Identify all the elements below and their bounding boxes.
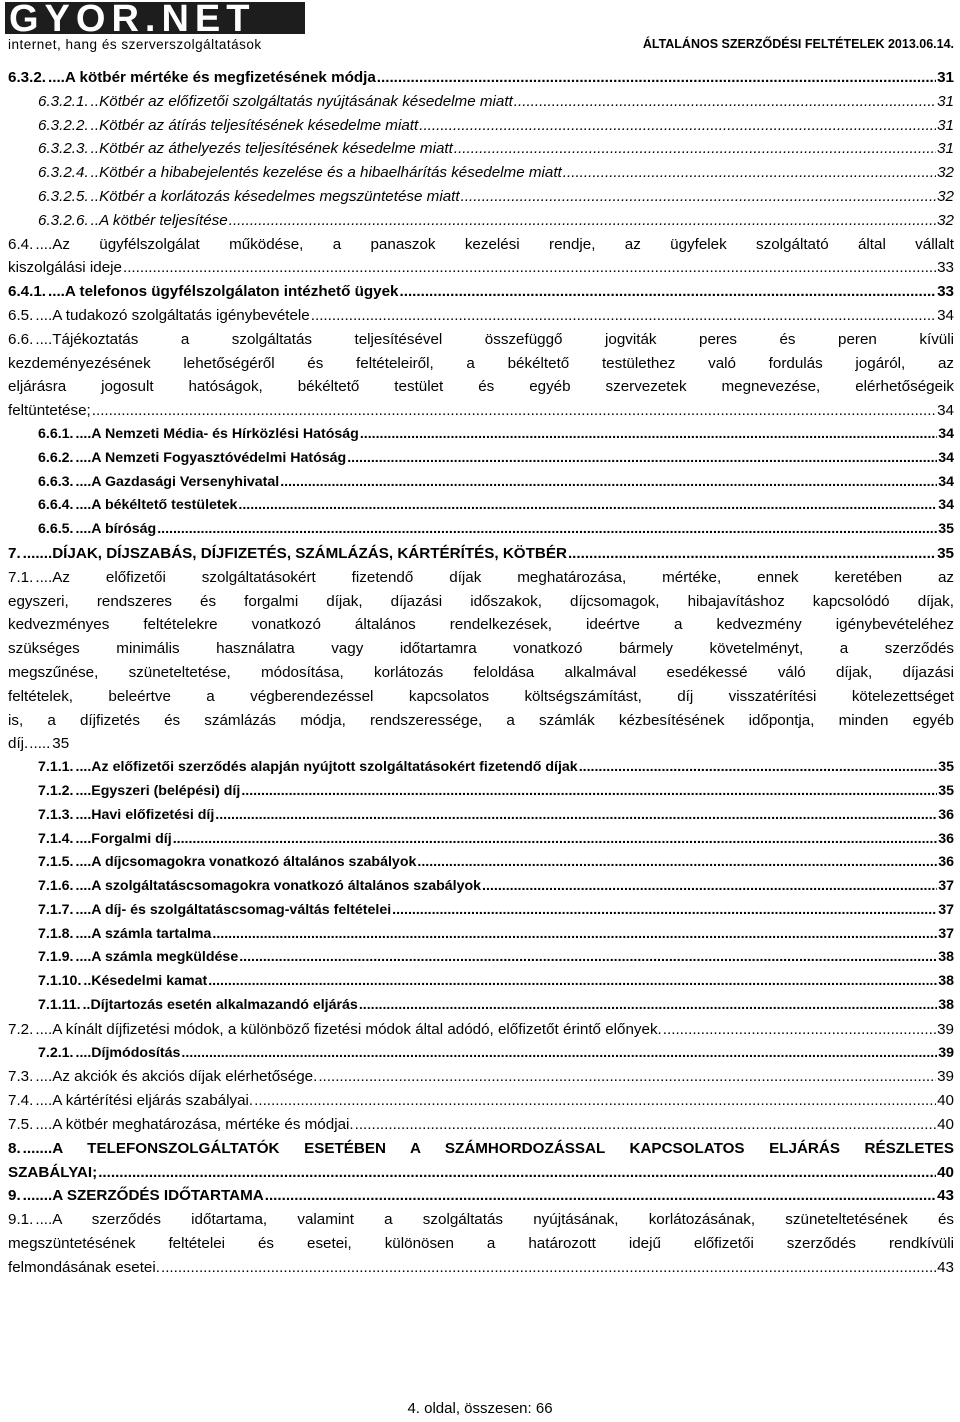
toc-entry-page: 33 — [937, 259, 954, 277]
toc-entry[interactable] — [8, 1018, 954, 1042]
toc-entry-page: 36 — [938, 854, 954, 871]
toc-leader-dots — [579, 756, 938, 780]
toc-entry-page: 35 — [938, 521, 954, 538]
toc-entry-number: 7.1.4. — [38, 830, 74, 847]
toc-leader: .... — [48, 283, 65, 301]
toc-entry-text: egyszeri, rendszeres és forgalmi díjak, díjazási időszakok, díjcsomagok, hibajavításhoz kapcsolódó díjak, — [8, 592, 954, 610]
toc-entry-text: A számla tartalma — [91, 925, 212, 942]
toc-entry[interactable] — [8, 423, 954, 447]
toc-entry-text: is, a díjfizetés és számlázás módja, rendszeressége, a számlák kézbesítésének időpontja, minden egyéb — [8, 711, 954, 729]
toc-entry[interactable] — [8, 233, 954, 281]
toc-entry[interactable] — [8, 209, 954, 233]
toc-leader: .... — [75, 425, 92, 442]
toc-entry[interactable] — [8, 1089, 954, 1113]
toc-leader-dots — [563, 161, 936, 185]
toc-entry-text: A Nemzeti Média- és Hírközlési Hatóság — [91, 425, 359, 442]
toc-entry-number: 9. — [8, 1187, 21, 1205]
toc-entry-text: A díj- és szolgáltatáscsomag-váltás feltételei — [91, 901, 392, 918]
toc-entry-number: 7.1.10. — [38, 973, 82, 990]
toc-entry-lead — [38, 851, 91, 875]
toc-leader-dots — [419, 114, 936, 138]
toc-entry-text: kezdeményezésének lehetőségéről és feltételeiről, a békéltető testülethez való fordulás jogáról, az — [8, 354, 954, 372]
toc-entry-page: 33 — [937, 283, 954, 301]
toc-leader-dots — [181, 1042, 937, 1066]
toc-entry-lead — [38, 423, 91, 447]
toc-entry-page: 40 — [937, 1092, 954, 1110]
toc-leader: .... — [35, 1116, 53, 1134]
toc-entry[interactable] — [8, 756, 954, 780]
toc-entry-text: A Gazdasági Versenyhivatal — [91, 473, 280, 490]
toc-entry-text: A békéltető testületek — [91, 497, 238, 514]
toc-entry-text: megszűnése, szüneteltetése, módosítása, korlátozás feloldása alkalmával esedékessé váló díjak, díjazási — [8, 663, 954, 681]
toc-entry-text: feltételek, beleértve a végberendezéssel kapcsolatos költségszámítást, díj visszatérítési kötelezettséget — [8, 687, 954, 705]
toc-entry-page: 35 — [938, 759, 954, 776]
toc-leader-dots — [280, 471, 937, 495]
toc-entry-number: 7.1.8. — [38, 925, 74, 942]
toc-entry[interactable] — [8, 66, 954, 90]
toc-leader: .. — [90, 211, 100, 229]
toc-entry-page: 40 — [937, 1116, 954, 1134]
toc-entry-text: A szerződés időtartama, valamint a szolgáltatás nyújtásának, korlátozásának, szüneteltetésének és — [52, 1211, 954, 1229]
toc-leader-dots — [98, 1161, 936, 1185]
toc-entry-text: A tudakozó szolgáltatás igénybevétele — [52, 306, 310, 324]
toc-entry-text: Díjtartozás esetén alkalmazandó eljárás — [90, 997, 358, 1014]
toc-entry-page: 39 — [937, 1068, 954, 1086]
toc-entry-text: Az előfizetői szolgáltatásokért fizetendő díjak meghatározása, mértéke, ennek keretében az — [52, 568, 954, 586]
toc-leader-dots — [360, 423, 937, 447]
toc-entry-text: Havi előfizetési díj — [91, 806, 215, 823]
toc-entry-number: 7.1.6. — [38, 878, 74, 895]
toc-leader: .... — [75, 782, 92, 799]
toc-entry[interactable] — [8, 994, 954, 1018]
toc-entry-text: Kötbér a korlátozás késedelmes megszüntetése miatt — [99, 187, 460, 205]
toc-entry[interactable] — [8, 280, 954, 304]
toc-entry[interactable] — [8, 804, 954, 828]
toc-entry-text: A Nemzeti Fogyasztóvédelmi Hatóság — [91, 449, 347, 466]
toc-entry-page: 39 — [938, 1044, 954, 1061]
toc-leader-dots — [238, 494, 937, 518]
toc-leader: .... — [35, 568, 53, 586]
toc-entry-number: 7.1.9. — [38, 949, 74, 966]
toc-entry-number: 6.4.1. — [8, 283, 46, 301]
toc-entry-text: A díjcsomagokra vonatkozó általános szabályok — [91, 854, 417, 871]
toc-leader: .... — [75, 1044, 92, 1061]
toc-entry-text: díj. — [8, 735, 29, 753]
toc-entry-text: Kötbér a hibabejelentés kezelése és a hibaelhárítás késedelme miatt — [99, 164, 562, 182]
toc-entry-text: Kötbér az áthelyezés teljesítésének késedelme miatt — [99, 140, 453, 158]
toc-entry-text: A bíróság — [91, 521, 157, 538]
toc-entry-number: 6.3.2.3. — [38, 140, 89, 158]
toc-entry-lead — [38, 471, 91, 495]
toc-leader: .. — [83, 973, 92, 990]
toc-leader-dots — [417, 851, 937, 875]
toc-entry[interactable] — [8, 447, 954, 471]
toc-entry-page: 31 — [937, 140, 954, 158]
toc-entry-text: Díjmódosítás — [91, 1044, 181, 1061]
toc-entry-lead — [8, 1089, 52, 1113]
toc-leader: .. — [90, 116, 100, 134]
toc-leader-dots — [400, 280, 937, 304]
toc-leader: .... — [35, 1211, 53, 1229]
toc-entry-page: 38 — [938, 973, 954, 990]
toc-entry[interactable] — [8, 328, 954, 423]
toc-leader-dots — [123, 256, 936, 280]
toc-leader-dots — [241, 780, 937, 804]
toc-entry[interactable] — [8, 899, 954, 923]
toc-leader-dots — [92, 399, 936, 423]
toc-entry-number: 6.3.2.1. — [38, 92, 89, 110]
toc-entry-page: 32 — [937, 187, 954, 205]
toc-entry[interactable] — [8, 90, 954, 114]
toc-leader: .... — [48, 69, 65, 86]
toc-leader: .... — [75, 949, 92, 966]
toc-entry-lead — [38, 494, 91, 518]
toc-entry-number: 6.6.1. — [38, 425, 74, 442]
toc-entry[interactable] — [8, 923, 954, 947]
toc-entry-page: 43 — [937, 1258, 954, 1276]
toc-entry-number: 7.1.7. — [38, 901, 74, 918]
toc-entry-page: 34 — [938, 449, 954, 466]
toc-leader-dots — [215, 804, 937, 828]
toc-entry[interactable] — [8, 494, 954, 518]
toc-entry-page: 32 — [937, 164, 954, 182]
toc-entry-number: 6.6.3. — [38, 473, 74, 490]
toc-entry-number: 8. — [8, 1139, 21, 1157]
toc-entry-text: Tájékoztatás a szolgáltatás teljesítésével összefüggő jogviták peres és peren kívüli — [52, 330, 954, 348]
toc-entry-page: 36 — [938, 830, 954, 847]
toc-leader: .... — [75, 497, 92, 514]
toc-leader-dots — [482, 875, 937, 899]
toc-entry-page: 40 — [937, 1163, 954, 1181]
toc-leader-dots — [229, 209, 936, 233]
document-title: ÁLTALÁNOS SZERZŐDÉSI FELTÉTELEK 2013.06.14. — [642, 37, 954, 51]
toc-entry-lead — [8, 1184, 52, 1208]
toc-entry[interactable] — [8, 1184, 954, 1208]
toc-entry-text: A kötbér meghatározása, mértéke és módjai. — [52, 1116, 354, 1134]
toc-leader-dots — [173, 828, 938, 852]
toc-entry[interactable] — [8, 780, 954, 804]
toc-entry-number: 6.3.2.5. — [38, 187, 89, 205]
toc-entry-lead — [38, 804, 91, 828]
toc-entry-lead — [38, 137, 99, 161]
toc-leader: .. — [90, 164, 100, 182]
toc-entry-page: 38 — [938, 997, 954, 1014]
toc-entry-lead — [38, 994, 91, 1018]
toc-entry-page: 35 — [938, 782, 954, 799]
toc-entry-number: 7.1.3. — [38, 806, 74, 823]
toc-entry-text: Kötbér az előfizetői szolgáltatás nyújtásának késedelme miatt — [99, 92, 513, 110]
toc-leader-dots — [359, 994, 937, 1018]
toc-entry[interactable] — [8, 471, 954, 495]
toc-entry-page: 32 — [937, 211, 954, 229]
toc-leader: .... — [35, 235, 53, 253]
toc-entry-number: 6.6.5. — [38, 521, 74, 538]
toc-entry[interactable] — [8, 828, 954, 852]
toc-entry-lead — [8, 304, 52, 328]
toc-leader-dots — [208, 970, 937, 994]
toc-entry[interactable] — [8, 1208, 954, 1279]
toc-leader: ....... — [22, 1187, 53, 1205]
toc-entry-page: 37 — [938, 925, 954, 942]
toc-entry-number: 6.6. — [8, 330, 34, 348]
toc-leader-dots — [161, 1256, 936, 1280]
toc-entry-number: 7.1.1. — [38, 759, 74, 776]
toc-entry[interactable] — [8, 946, 954, 970]
toc-entry[interactable] — [8, 161, 954, 185]
toc-entry-number: 7. — [8, 544, 21, 562]
toc-entry-number: 6.6.2. — [38, 449, 74, 466]
svg-text:GYOR.NET: GYOR.NET — [9, 0, 256, 36]
toc-entry-number: 7.1.5. — [38, 854, 74, 871]
toc-entry-number: 7.4. — [8, 1092, 34, 1110]
toc-entry-lead — [38, 780, 91, 804]
toc-leader-dots — [318, 1065, 936, 1089]
toc-entry-lead — [8, 542, 52, 566]
toc-leader-dots — [663, 1018, 936, 1042]
toc-entry-text: A TELEFONSZOLGÁLTATÓK ESETÉBEN A SZÁMHORDOZÁSSAL KAPCSOLATOS ELJÁRÁS RÉSZLETES — [52, 1139, 954, 1157]
toc-entry-lead — [8, 280, 65, 304]
toc-entry-lead — [38, 946, 91, 970]
toc-entry-page: 38 — [938, 949, 954, 966]
toc-entry-number: 6.6.4. — [38, 497, 74, 514]
toc-entry[interactable] — [8, 851, 954, 875]
toc-leader: .... — [75, 449, 92, 466]
toc-entry[interactable] — [8, 114, 954, 138]
toc-leader: .... — [35, 1020, 53, 1038]
toc-leader-dots — [311, 304, 936, 328]
toc-entry-number: 6.3.2.6. — [38, 211, 89, 229]
toc-entry-lead — [38, 209, 99, 233]
toc-leader: .... — [75, 759, 92, 776]
toc-entry-lead — [38, 90, 99, 114]
toc-entry[interactable] — [8, 185, 954, 209]
toc-entry-page: 34 — [937, 402, 954, 420]
toc-entry[interactable] — [8, 1065, 954, 1089]
toc-entry-text: DÍJAK, DÍJSZABÁS, DÍJFIZETÉS, SZÁMLÁZÁS, KÁRTÉRÍTÉS, KÖTBÉR — [52, 544, 567, 562]
toc-entry-number: 6.4. — [8, 235, 34, 253]
toc-entry-number: 7.1.11. — [38, 997, 81, 1014]
toc-entry-lead — [38, 756, 91, 780]
toc-entry-lead — [38, 899, 91, 923]
toc-entry-page: 34 — [937, 306, 954, 324]
toc-leader: .... — [35, 1092, 53, 1110]
toc-entry-page: 39 — [937, 1020, 954, 1038]
toc-entry-number: 7.1. — [8, 568, 34, 586]
toc-entry-number: 7.2.1. — [38, 1044, 74, 1061]
page-header — [0, 0, 960, 62]
toc-entry-text: kedvezményes feltételekre vonatkozó általános rendelkezések, ideértve a kedvezmény igénybevételéhez — [8, 616, 954, 634]
toc-leader: .... — [75, 830, 92, 847]
toc-leader: .. — [90, 92, 100, 110]
toc-entry-number: 7.3. — [8, 1068, 34, 1086]
toc-entry-lead — [38, 923, 91, 947]
toc-entry[interactable] — [8, 970, 954, 994]
toc-entry-number: 7.5. — [8, 1116, 34, 1134]
toc-entry-page: 34 — [938, 497, 954, 514]
toc-entry-number: 9.1. — [8, 1211, 34, 1229]
toc-entry[interactable] — [8, 1137, 954, 1185]
toc-entry-page: 34 — [938, 425, 954, 442]
toc-leader: .... — [75, 473, 92, 490]
toc-entry[interactable] — [8, 542, 954, 566]
toc-entry-number: 6.3.2.2. — [38, 116, 89, 134]
toc-leader: ....... — [22, 544, 53, 562]
gyor-net-logo — [5, 0, 315, 36]
toc-entry[interactable] — [8, 304, 954, 328]
toc-entry-lead — [8, 1018, 52, 1042]
toc-entry-page: 34 — [938, 473, 954, 490]
toc-entry-lead — [8, 1113, 52, 1137]
toc-entry-page: 35 — [52, 735, 70, 753]
toc-entry-text: megszüntetésének feltételei és esetei, különösen a határozott idejű előfizetői szerződés rendkívüli — [8, 1235, 954, 1253]
toc-entry-lead — [38, 1042, 91, 1066]
toc-leader-dots — [454, 137, 936, 161]
toc-entry-text: A kártérítési eljárás szabályai. — [52, 1092, 254, 1110]
toc-entry-text: A telefonos ügyfélszolgálaton intézhető ügyek — [64, 283, 399, 301]
toc-entry-text: Az előfizetői szerződés alapján nyújtott szolgáltatásokért fizetendő díjak — [91, 759, 578, 776]
table-of-contents — [8, 66, 954, 1280]
toc-entry[interactable] — [8, 875, 954, 899]
toc-entry-text: SZABÁLYAI; — [8, 1163, 98, 1181]
toc-entry-text: A kínált díjfizetési módok, a különböző fizetési módok által adódó, előfizetőt érintő előnyek. — [52, 1020, 662, 1038]
toc-entry-number: 7.1.2. — [38, 782, 74, 799]
toc-entry-text: Késedelmi kamat — [91, 973, 208, 990]
toc-entry-text: A kötbér mértéke és megfizetésének módja — [64, 69, 376, 86]
toc-leader: .... — [75, 925, 92, 942]
toc-leader: .... — [35, 306, 53, 324]
toc-entry[interactable] — [8, 1113, 954, 1137]
toc-entry-text: Forgalmi díj — [91, 830, 172, 847]
toc-leader: .... — [75, 806, 92, 823]
toc-leader-dots — [392, 899, 937, 923]
toc-leader-dots — [29, 732, 51, 756]
toc-entry-page: 43 — [937, 1187, 954, 1205]
tagline: internet, hang és szerverszolgáltatások — [8, 37, 262, 52]
toc-leader-dots — [355, 1113, 936, 1137]
toc-leader-dots — [212, 923, 937, 947]
toc-entry-text: Kötbér az átírás teljesítésének késedelme miatt — [99, 116, 419, 134]
toc-leader-dots — [377, 66, 936, 90]
toc-entry-lead — [38, 447, 91, 471]
toc-leader-dots — [239, 946, 937, 970]
toc-entry[interactable] — [8, 137, 954, 161]
toc-entry-text: Az akciók és akciós díjak elérhetősége. — [52, 1068, 318, 1086]
toc-entry-lead — [38, 161, 99, 185]
toc-leader: .... — [75, 854, 92, 871]
toc-leader-dots — [347, 447, 937, 471]
toc-entry-lead — [38, 185, 99, 209]
toc-entry[interactable] — [8, 1042, 954, 1066]
toc-entry-text: eljárásra jogosult hatóságok, békéltető testület és egyéb szervezetek megnevezése, elérhetőségeik — [8, 378, 954, 396]
toc-entry-lead — [8, 66, 65, 90]
toc-entry-page: 31 — [937, 92, 954, 110]
toc-entry-text: feltüntetése; — [8, 402, 91, 420]
toc-entry[interactable] — [8, 566, 954, 756]
page-footer: 4. oldal, összesen: 66 — [407, 1400, 553, 1417]
toc-entry-text: szükséges minimális használatra vagy időtartamra vonatkozó bármely követelményt, a szerződés — [8, 640, 954, 658]
toc-entry-number: 6.5. — [8, 306, 34, 324]
toc-leader: .... — [75, 878, 92, 895]
toc-leader-dots — [514, 90, 936, 114]
toc-entry-text: A kötbér teljesítése — [99, 211, 228, 229]
toc-entry-text: kiszolgálási ideje — [8, 259, 122, 277]
toc-leader: ....... — [22, 1139, 53, 1157]
toc-entry-text: A SZERZŐDÉS IDŐTARTAMA — [52, 1187, 264, 1205]
toc-leader: .... — [35, 330, 53, 348]
toc-entry-page: 35 — [937, 544, 954, 562]
toc-leader-dots — [568, 542, 936, 566]
toc-entry-lead — [38, 875, 91, 899]
toc-entry-text: Az ügyfélszolgálat működése, a panaszok kezelési rendje, az ügyfelek szolgáltató által vállalt — [52, 235, 954, 253]
toc-entry-number: 6.3.2. — [8, 69, 46, 86]
toc-leader: .... — [35, 1068, 53, 1086]
toc-entry-text: felmondásának esetei. — [8, 1258, 160, 1276]
toc-entry-lead — [8, 1065, 52, 1089]
toc-entry-lead — [38, 970, 91, 994]
toc-leader: .... — [75, 521, 92, 538]
toc-leader: .... — [75, 901, 92, 918]
toc-entry-page: 37 — [938, 878, 954, 895]
toc-leader: .. — [82, 997, 91, 1014]
toc-entry-page: 37 — [938, 901, 954, 918]
toc-leader-dots — [461, 185, 937, 209]
toc-entry-page: 31 — [937, 69, 954, 86]
toc-entry-text: Egyszeri (belépési) díj — [91, 782, 241, 799]
toc-entry-lead — [38, 828, 91, 852]
toc-entry-page: 31 — [937, 116, 954, 134]
toc-entry-number: 6.3.2.4. — [38, 164, 89, 182]
toc-entry-text: A számla megküldése — [91, 949, 239, 966]
toc-entry-page: 36 — [938, 806, 954, 823]
toc-leader-dots — [265, 1184, 936, 1208]
toc-leader: .. — [90, 140, 100, 158]
toc-entry-lead — [38, 114, 99, 138]
toc-entry-number: 7.2. — [8, 1020, 34, 1038]
toc-leader-dots — [254, 1089, 936, 1113]
toc-leader: .. — [90, 187, 100, 205]
toc-entry-lead — [38, 518, 91, 542]
toc-entry[interactable] — [8, 518, 954, 542]
toc-entry-text: A szolgáltatáscsomagokra vonatkozó általános szabályok — [91, 878, 482, 895]
toc-leader-dots — [157, 518, 937, 542]
